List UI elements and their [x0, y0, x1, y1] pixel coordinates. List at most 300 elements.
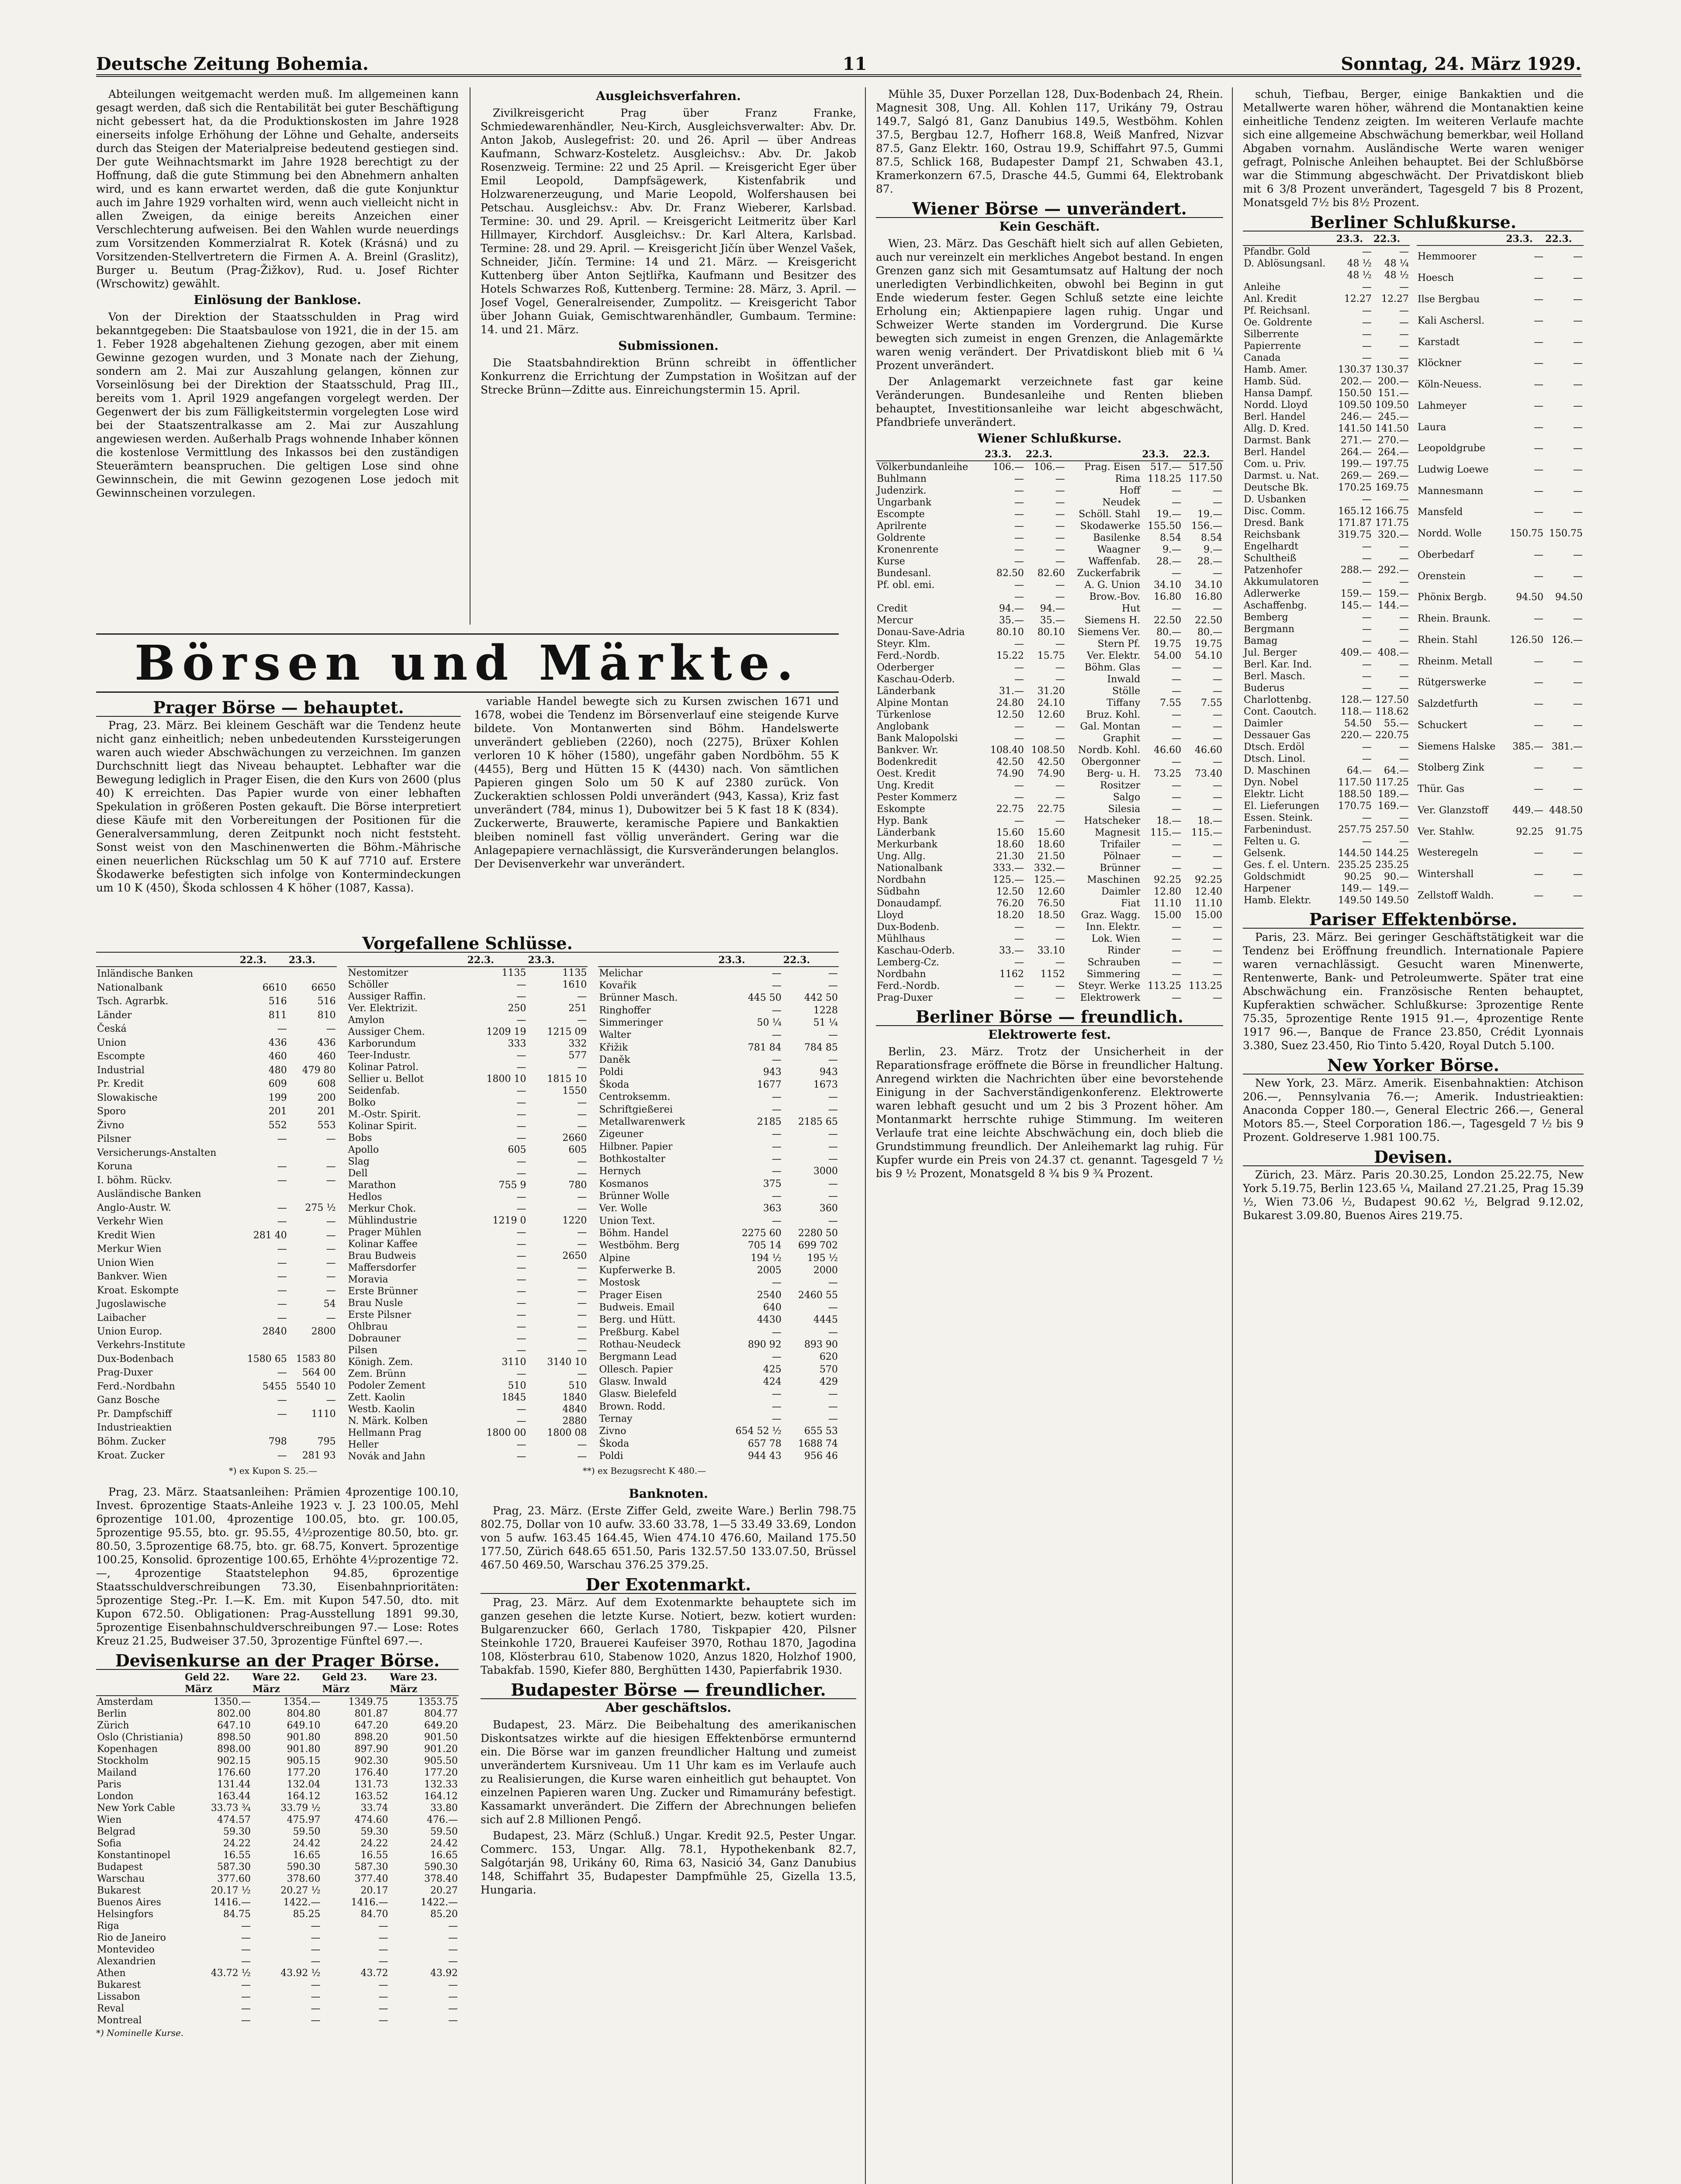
table-row [347, 1439, 588, 1451]
table-cell: 200 [317, 1092, 336, 1103]
table-cell: 901.80 [287, 1744, 321, 1755]
table-cell: — [516, 1227, 526, 1238]
ausgleich-paragraph: Zivilkreisgericht Prag über Franz Franke, Schmiedewarenhändler, Neu-Kirch, Ausgleichsverwalter: Abv. Dr. Anton Jakob, Auslegefrist: 20. und 26. April — über Andreas Kaufmann, Schwarz-Kosteletz. Ausgleichsv.: Abv. Dr. Jakob Rosenzweig. Termine: 22 und 25 April. — Kreisgericht Eger über Emil Leopold, Dampfsägewerk, Kistenfabrik und Holzwarenerzeugung, und Marie Leopold, Wolfershausen bei Petschau. Ausgleichsv.: Abv. Dr. Franz Wieberer, Karlsbad. Termine: 30. und 29. April. — Kreisgericht Leitmeritz über Karl Hillmayer, Kirchdorf. Ausgleichsv.: Dr. Karl Altera, Karlsbad. Termine: 28. und 29. April. — Kreisgericht Jičín über Wenzel Vašek, Schneider, Jičín. Termine: 14 und 21. März. — Kreisgericht Kuttenberg über Anton Sejtliřka, Kaufmann und Besitzer des Hotels Schwarzes Roß, Kuttenberg. Termine: 28. März, 3. April. — Josef Vogel, Generalreisender, Zumpolitz. — Kreisgericht Tabor über Johann Guiak, Gemischtwarenhändler, Gumbaum. Termine: 14. und 21. März. [481, 107, 856, 336]
table-cell: Dux-Bodenbach [97, 1353, 174, 1365]
table-row [876, 638, 1223, 650]
table-cell [288, 1146, 337, 1159]
table-row [96, 1311, 337, 1324]
table-cell: — [1014, 816, 1024, 826]
table-cell: Simmering [1086, 969, 1141, 980]
table-cell: Slowakische [97, 1092, 158, 1103]
table-cell: 1840 [562, 1392, 587, 1403]
table-cell: 176.60 [217, 1767, 251, 1778]
devisen-footnote: *) Nominelle Kurse. [96, 2028, 184, 2038]
table-row [876, 650, 1223, 662]
table-cell: Anl. Kredit [1244, 294, 1297, 304]
table-row [96, 1873, 459, 1885]
devisen-ausland-title: Devisen. [1243, 1150, 1584, 1166]
table-row [347, 1191, 588, 1203]
table-cell: — [1534, 400, 1544, 411]
table-cell: — [1399, 352, 1409, 363]
table-cell: 333 [508, 1038, 526, 1049]
table-row [876, 945, 1223, 957]
table-cell: Hansa Dampf. [1244, 388, 1313, 399]
table-row [347, 1274, 588, 1286]
table-cell: — [1213, 603, 1222, 614]
table-cell: Mühlhaus [877, 933, 925, 944]
table-row [598, 1165, 839, 1178]
table-row [1417, 864, 1584, 885]
table-cell: Ferd.-Nordb. [877, 650, 940, 661]
table-cell: — [516, 1404, 526, 1415]
table-cell: — [1014, 556, 1024, 567]
table-row [1417, 587, 1584, 608]
banknoten-text: Prag, 23. März. (Erste Ziffer Geld, zweite Ware.) Berlin 798.75 802.75, Dollar von 10 aufw. 33.60 33.78, 1—5 33.49 33.69, London von 5 aufw. 163.45 164.45, Wien 474.10 476.60, Mailand 175.50 177.50, Zürich 648.65 651.50, Paris 132.57.50 133.07.50, Brüssel 467.50 469.50, Warschau 376.25 379.25. [481, 1504, 856, 1571]
table-cell: Kolinar Kaffee [348, 1239, 418, 1250]
table-row [876, 485, 1223, 497]
table-cell: 1135 [502, 968, 526, 978]
table-cell: — [1573, 719, 1583, 731]
table-cell: 24.22 [360, 1838, 388, 1849]
table-row [1243, 883, 1410, 895]
table-cell: — [771, 1092, 782, 1103]
budapester-title: Budapester Börse — freundlicher. [481, 1683, 856, 1699]
table-cell: Klöckner [1418, 358, 1462, 369]
table-cell: Schuckert [1418, 719, 1467, 731]
table-cell: Disc. Comm. [1244, 506, 1306, 517]
table-row [1417, 566, 1584, 587]
table-cell: Alpine [599, 1252, 630, 1264]
table-cell: Berl. Handel [1244, 411, 1306, 422]
table-cell: 333.— [993, 863, 1024, 874]
table-cell: — [1534, 868, 1544, 880]
table-header-cell: 23.3. [1505, 233, 1544, 245]
table-cell: 264.— [1340, 447, 1372, 458]
table-cell: — [1534, 613, 1544, 625]
table-cell: Union Wien [97, 1257, 154, 1268]
table-cell: Moravia [348, 1274, 388, 1285]
table-cell: 2650 [562, 1251, 587, 1261]
table-cell: — [1014, 922, 1024, 933]
wiener-text: Wien, 23. März. Das Geschäft hielt sich auf allen Gebieten, auch nur vereinzelt ein merkliches Angebot bestand. In engen Grenzen ganz sich mit Gesamtumsatz auf Haltung der noch unerledigten Verbindlichkeiten, obwohl bei Beginn in gut Ende wiederum fester. Gegen Schluß setzte eine leichte Erholung ein; Aktienpapiere lagen ruhig. Ungar und Schweizer Werte standen im Vordergrund. Die Kurse bewegten sich zumeist in engen Grenzen, die Anlagemärkte waren wenig verändert. Der Privatdiskont blieb mit 6 ¼ Prozent unverändert. [876, 237, 1223, 372]
table-cell: 43.72 [360, 1968, 388, 1979]
table-row [876, 815, 1223, 827]
table-cell: 4445 [813, 1314, 838, 1326]
table-cell: 76.50 [1037, 898, 1065, 909]
table-row [598, 1438, 839, 1450]
table-row [1243, 505, 1410, 517]
table-cell: — [1172, 709, 1182, 720]
table-cell: 149.— [1340, 883, 1372, 894]
table-cell: — [1573, 485, 1583, 497]
table-cell: Dell [348, 1168, 368, 1179]
table-row [876, 839, 1223, 850]
table-cell: 31.20 [1037, 686, 1065, 697]
table-cell: — [241, 1980, 251, 1990]
table-cell: 94.— [1040, 603, 1065, 614]
table-header-cell: 22.3. [782, 954, 839, 967]
table-cell: 125.— [1034, 874, 1065, 885]
table-cell: — [1362, 659, 1372, 670]
table-cell: — [1534, 784, 1544, 795]
pariser-text: Paris, 23. März. Bei geringer Geschäftstätigkeit war die Tendenz bei Eröffnung freundlich. Internationale Papiere waren vernachlässigt. Gesucht waren Minenwerte, Rentenwerte, Bank- und Petroleumwerte. Später trat eine Abschwächung ein. Französische Renten behauptet, Kupferaktien schwächer. Schlußkurse: 3prozentige Rente 75.35, 5prozentige Rente 1915 91.—, 4prozentige Rente 1917 96.—, Banque de France 23.850, Crédit Lyonnais 3.380, Suez 23.450, Rio Tinto 5.420, Royal Dutch 5.100. [1243, 931, 1584, 1052]
table-cell: 605 [508, 1144, 526, 1155]
table-cell: — [771, 1190, 782, 1202]
table-cell: Hernych [599, 1166, 641, 1177]
table-cell: — [1014, 981, 1024, 992]
table-cell: 1209 19 [486, 1026, 526, 1037]
table-cell: 320.— [1378, 529, 1409, 540]
table-cell: — [1172, 992, 1182, 1003]
table-cell: Ungarbank [877, 497, 932, 508]
table-cell: 655 53 [804, 1426, 838, 1437]
table-cell: — [516, 1168, 526, 1179]
table-cell: — [1573, 507, 1583, 518]
table-header-cell: 23.3. [717, 954, 782, 967]
table-cell: — [1014, 521, 1024, 532]
table-row [347, 1050, 588, 1061]
table-cell: — [1172, 780, 1182, 791]
table-cell: Lemberg-Cz. [877, 957, 940, 968]
table-cell: — [1172, 485, 1182, 496]
table-cell: 159.— [1340, 588, 1372, 599]
table-cell: 108.40 [990, 745, 1024, 756]
table-cell: Bothkostalter [599, 1153, 666, 1165]
table-row [876, 591, 1223, 603]
table-cell: 409.— [1340, 647, 1372, 658]
table-cell: Hyp. Bank [877, 816, 928, 826]
ausgleich-subhead: Ausgleichsverfahren. [596, 89, 741, 103]
table-header-cell [96, 1672, 184, 1696]
table-cell: 250 [508, 1003, 526, 1014]
table-cell: 200.— [1378, 376, 1409, 387]
table-row [96, 1826, 459, 1838]
table-cell: Inn. Elektr. [1086, 922, 1141, 933]
table-cell: Papierrente [1244, 341, 1301, 352]
table-cell: Budapest [97, 1862, 143, 1873]
table-cell: — [516, 1251, 526, 1261]
table-cell: — [828, 1129, 838, 1140]
table-cell: Judenzirk. [877, 485, 927, 496]
table-cell: — [1399, 836, 1409, 847]
table-row [1243, 364, 1410, 376]
table-cell: — [1399, 541, 1409, 552]
table-cell: — [1573, 549, 1583, 560]
wiener-title: Wiener Börse — unverändert. [876, 202, 1223, 218]
berliner-text: Berlin, 23. März. Trotz der Unsicherheit in der Reparationsfrage eröffnete die Börse in freundlicher Haltung. Anregend wirkten die Nachrichten über eine bevorstehende Einigung in der Sachverständigenkonferenz. Elektrowerte waren lebhaft gesucht und um 2 bis 3 Prozent höher. Am Montanmarkt herrschte ruhige Stimmung. Im weiteren Verlaufe trat eine leichte Abschwächung ein, doch blieb die Grundstimmung freundlich. Der Anleihemarkt lag ruhig. Für Kupfer wurde ein Preis von 24.37 ct. genannt. Tagesgeld 7 ½ bis 9 ½ Prozent, Monatsgeld 8 ¾ bis 9 ¾ Prozent. [876, 1045, 1223, 1180]
table-cell: — [1213, 933, 1222, 944]
table-cell: 188.50 [1338, 789, 1372, 800]
table-row [96, 1885, 459, 1897]
table-cell: Waffenfab. [1088, 556, 1141, 567]
table-cell: — [516, 1298, 526, 1309]
table-cell: 19.— [1197, 509, 1222, 520]
table-header-cell [347, 954, 467, 967]
table-cell: Kupferwerke B. [599, 1265, 676, 1276]
table-row [598, 1289, 839, 1301]
table-row [1417, 544, 1584, 566]
table-row [876, 473, 1223, 485]
table-cell: Nordbahn [877, 969, 926, 980]
table-header-cell: 22.3. [239, 954, 288, 967]
table-cell: Stockholm [97, 1755, 149, 1766]
table-cell: 109.50 [1338, 400, 1372, 411]
table-cell: Bemberg [1244, 612, 1288, 623]
table-cell: 245.— [1378, 411, 1409, 422]
table-row [598, 1215, 839, 1227]
table-cell [876, 591, 984, 603]
table-cell: — [1213, 851, 1222, 862]
table-cell: — [771, 1166, 782, 1177]
table-cell: — [378, 1944, 388, 1955]
wiener-column [876, 87, 1223, 2184]
table-cell: 199.— [1340, 459, 1372, 470]
table-cell: 82.60 [1037, 568, 1065, 579]
table-cell: Hamb. Süd. [1244, 376, 1301, 387]
table-cell: — [1573, 443, 1583, 454]
table-cell: — [1362, 282, 1372, 293]
table-cell: 149.50 [1375, 895, 1409, 906]
table-cell: Apollo [348, 1144, 379, 1155]
table-row [1417, 459, 1584, 480]
table-cell: — [1573, 464, 1583, 476]
table-cell: — [1399, 282, 1409, 293]
table-row [347, 979, 588, 991]
table-row [96, 1908, 459, 1920]
table-cell: — [448, 1944, 458, 1955]
exoten-title: Der Exotenmarkt. [481, 1578, 856, 1594]
table-cell: 34.10 [1195, 580, 1222, 591]
table-cell: — [326, 1023, 336, 1035]
table-cell: 1152 [1040, 969, 1065, 980]
table-row [347, 1215, 588, 1227]
table-row [96, 1091, 337, 1105]
table-cell: 43.92 ½ [280, 1968, 321, 1979]
table-cell: — [828, 1030, 838, 1041]
table-cell: 164.12 [287, 1791, 321, 1802]
table-header-cell [876, 449, 984, 461]
table-cell: — [1213, 757, 1222, 767]
table-cell: Ver. Glanzstoff [1418, 805, 1488, 816]
table-cell: — [326, 1161, 336, 1172]
table-cell: 12.50 [996, 886, 1024, 897]
table-cell: 275 ½ [305, 1202, 336, 1213]
table-cell: Salgo [1113, 792, 1141, 803]
table-row [347, 1179, 588, 1191]
table-row [876, 544, 1223, 556]
table-cell: 33.80 [430, 1803, 458, 1814]
table-cell: 106.— [993, 462, 1024, 473]
table-cell: 699 702 [798, 1240, 838, 1251]
table-row [347, 1109, 588, 1120]
table-row [1417, 310, 1584, 332]
wiener-anlagen: Der Anlagemarkt verzeichnete fast gar keine Veränderungen. Bundesanleihe und Renten blieben behauptet, Investitionsanleihe war leicht abgeschwächt, Pfandbriefe unverändert. [876, 375, 1223, 429]
table-cell: 48 ½ [1347, 270, 1372, 281]
table-cell: Gal. Montan [1080, 721, 1141, 732]
table-cell: — [516, 1439, 526, 1450]
table-row [347, 1333, 588, 1344]
table-cell: Berl. Kar. Ind. [1244, 659, 1312, 670]
table-row [347, 1297, 588, 1309]
table-row [96, 995, 337, 1008]
table-row [1417, 289, 1584, 310]
table-cell: — [1534, 762, 1544, 774]
table-row [1243, 718, 1410, 729]
table-cell: — [1213, 485, 1222, 496]
table-cell: 144.25 [1375, 848, 1409, 859]
table-cell: 12.40 [1195, 886, 1222, 897]
table-cell: 220.75 [1375, 730, 1409, 741]
table-cell: — [1362, 317, 1372, 328]
table-cell: Hoesch [1418, 273, 1454, 284]
table-cell: Westböhm. Berg [599, 1240, 680, 1251]
table-cell: Donau-Save-Adria [877, 627, 965, 638]
table-cell: Graphit [1103, 733, 1141, 744]
table-cell: — [577, 1321, 587, 1332]
table-cell: 517.— [1150, 462, 1182, 473]
table-row [96, 1448, 337, 1462]
table-cell [239, 1338, 288, 1352]
table-cell: 20.17 [360, 1885, 388, 1896]
table-cell: — [1534, 549, 1544, 560]
table-row [598, 1029, 839, 1041]
devisen-title: Devisenkurse an der Prager Börse. [96, 1654, 459, 1670]
table-cell: 1215 09 [547, 1026, 587, 1037]
table-cell: 640 [763, 1302, 782, 1313]
table-cell: — [1213, 792, 1222, 803]
table-cell: 4430 [757, 1314, 782, 1326]
table-cell: — [1573, 847, 1583, 859]
table-cell: 92.25 [1154, 874, 1182, 885]
table-cell: — [1362, 753, 1372, 764]
table-cell: 460 [268, 1051, 287, 1062]
table-cell: 5540 10 [296, 1381, 336, 1392]
table-cell: Prag-Duxer [877, 992, 933, 1003]
table-cell: — [378, 2003, 388, 2014]
table-cell: — [1055, 591, 1065, 602]
table-cell: 141.50 [1338, 423, 1372, 434]
table-cell: Bolko [348, 1097, 376, 1108]
table-cell: Bukarest [97, 1885, 141, 1896]
table-cell: Zellstoff Waldh. [1418, 890, 1494, 901]
table-cell: Elektrowerk [1080, 992, 1141, 1003]
table-cell: — [277, 1299, 287, 1310]
table-cell: Novák and Jahn [348, 1451, 425, 1462]
table-cell: — [828, 1054, 838, 1066]
table-cell: 1677 [757, 1079, 782, 1090]
table-cell: Gelsenk. [1244, 848, 1286, 859]
table-cell: Pf. Reichsanl. [1244, 305, 1310, 316]
table-cell: — [1534, 485, 1544, 497]
banknoten-title: Banknoten. [629, 1486, 708, 1501]
table-cell: — [241, 2003, 251, 2014]
table-cell: Eskompte [877, 804, 925, 815]
table-cell: 51 ¼ [813, 1017, 838, 1029]
table-cell: 35.— [999, 615, 1024, 626]
table-cell: Union [97, 1037, 127, 1048]
table-cell: — [1573, 784, 1583, 795]
table-cell: 2800 [311, 1326, 336, 1337]
table-row [876, 850, 1223, 862]
table-cell: 795 [317, 1436, 336, 1447]
table-cell: Marathon [348, 1180, 396, 1191]
table-cell: — [516, 1203, 526, 1214]
table-cell: Poldi [599, 1067, 623, 1078]
table-cell: — [516, 1192, 526, 1203]
table-cell: 126.50 [1510, 634, 1544, 646]
table-cell: 425 [763, 1364, 782, 1375]
table-cell: — [1213, 721, 1222, 732]
table-cell: Ferd.-Nordb. [877, 981, 940, 992]
table-cell: 24.42 [293, 1838, 321, 1849]
table-cell: Com. u. Priv. [1244, 459, 1306, 470]
table-row [876, 662, 1223, 674]
table-cell: Berlin [97, 1708, 127, 1719]
table-cell: Helsingfors [97, 1909, 154, 1920]
table-cell: — [277, 1202, 287, 1213]
table-cell: 893 90 [804, 1339, 838, 1351]
table-cell: — [516, 1109, 526, 1120]
table-cell: 15.75 [1037, 650, 1065, 661]
table-row [876, 768, 1223, 780]
table-cell: — [1362, 341, 1372, 352]
table-cell: 251 [568, 1003, 587, 1014]
issue-date: Sonntag, 24. März 1929. [1341, 54, 1581, 74]
table-cell: Anleihe [1244, 282, 1281, 293]
table-cell: — [577, 1286, 587, 1297]
table-row [598, 1326, 839, 1338]
table-cell: Mostosk [599, 1277, 640, 1289]
table-cell: Daněk [599, 1054, 630, 1066]
table-cell: 2660 [562, 1133, 587, 1144]
table-cell: Merkurbank [877, 839, 937, 850]
table-cell: Paris [97, 1779, 121, 1790]
table-cell: 94.50 [1555, 592, 1583, 603]
table-row [598, 1103, 839, 1116]
table-row [1243, 245, 1410, 258]
newspaper-name: Deutsche Zeitung Bohemia. [96, 54, 369, 74]
table-cell: — [828, 1092, 838, 1103]
table-cell: Siemens Ver. [1077, 627, 1141, 638]
table-cell: — [1362, 246, 1372, 257]
table-cell: — [311, 2015, 321, 2026]
table-cell: 165.12 [1338, 506, 1372, 517]
table-cell: Merkur Wien [97, 1244, 162, 1255]
table-cell: 18.— [1156, 816, 1182, 826]
table-cell: Mühlindustrie [348, 1215, 417, 1226]
table-cell: Adlerwerke [1244, 588, 1301, 599]
table-row [876, 992, 1223, 1004]
table-cell: — [516, 1015, 526, 1026]
market-paragraph: Mühle 35, Duxer Porzellan 128, Dux-Bodenbach 24, Rhein. Magnesit 308, Ung. All. Kohlen 117, Urikány 79, Ostrau 149.7, Salgó 81, Ganz Danubius 149.5, Westböhm. Kohlen 37.5, Bergbau 12.7, Hofherr 168.8, Weiß Manfred, Nizvar 87.5, Ganz Elektr. 160, Ostrau 19.9, Schiffahrt 97.5, Gummi 87.5, Schlick 168, Budapester Dampf 21, Schwaben 43.1, Kramerkonzern 67.5, Drasche 44.5, Gummi 64, Elektrobank 87. [876, 88, 1223, 195]
table-cell: 475.97 [287, 1814, 321, 1825]
table-row [1243, 812, 1410, 824]
table-cell: — [1055, 544, 1065, 555]
table-row [1243, 293, 1410, 305]
table-row [1243, 859, 1410, 871]
prager-text-continued: variable Handel bewegte sich zu Kursen zwischen 1671 und 1678, wobei die Tendenz im Börsenverlauf eine steigende Kurve bildete. Von Montanwerten sind Böhm. Handelswerte unverändert geblieben (2260), noch (2275), Brüxer Kohlen verloren 10 K höher (1580), ungefähr gaben Nordböhm. 55 K (4455), Berg und Hütten 15 K (4430) nach. Von sämtlichen Papieren gingen Solo um 50 K auf 2380 zurück. Von Zuckeraktien schlossen Poldi unverändert (943, Kassa), Kriz fast unverändert (784, minus 1), Dubowitzer bei 5 K fast 18 K (834). Zuckerwerte, Brauwerte, keramische Papiere und Bankaktien bleiben nominell fast völlig unverändert. Gering war die Anlagepapiere vernachlässigt, die Kursveränderungen belanglos. Der Devisenverkehr war unverändert. [474, 695, 839, 870]
table-cell: 131.44 [217, 1779, 251, 1790]
table-row [598, 1078, 839, 1091]
table-cell: 811 [268, 1009, 287, 1021]
table-cell: — [1055, 816, 1065, 826]
table-cell: — [516, 1451, 526, 1462]
table-row [96, 1325, 337, 1338]
table-cell: Wintershall [1418, 868, 1474, 880]
table-row [347, 1427, 588, 1439]
table-cell: — [516, 1262, 526, 1273]
table-cell: — [1014, 580, 1024, 591]
